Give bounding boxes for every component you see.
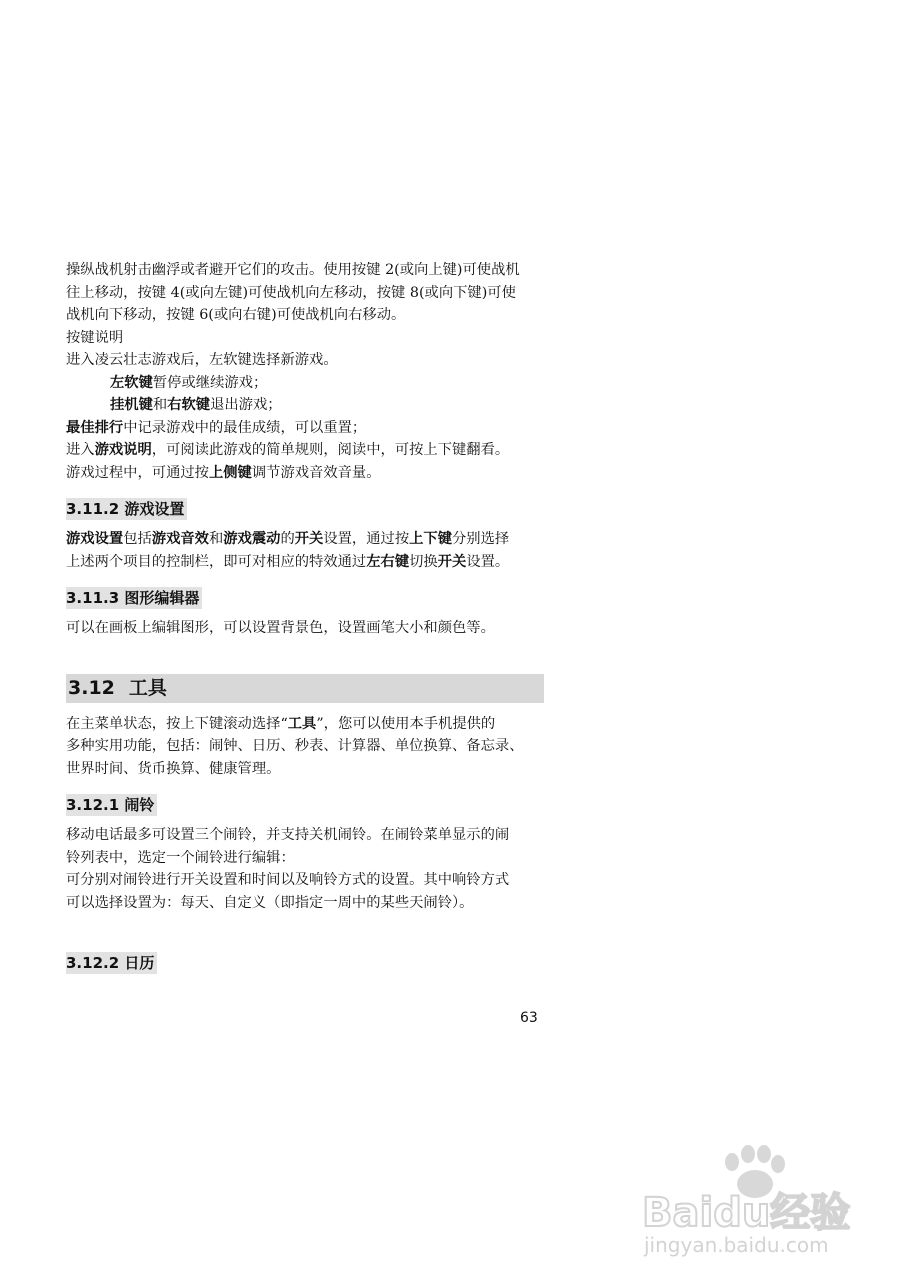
bold-term: 开关: [294, 531, 324, 547]
paragraph: 战机向下移动，按键 6(或向右键)可使战机向右移动。: [66, 307, 406, 323]
section-heading-3-12: [66, 674, 544, 703]
text-run: 的: [280, 531, 295, 547]
page-number: 63: [520, 1010, 538, 1026]
text-run: 退出游戏；: [210, 397, 282, 413]
paragraph: 往上移动，按键 4(或向左键)可使战机向左移动，按键 8(或向下键)可使: [66, 284, 516, 301]
paragraph: 多种实用功能，包括：闹钟、日历、秒表、计算器、单位换算、备忘录、: [66, 738, 524, 754]
paragraph: 可分别对闹铃进行开关设置和时间以及响铃方式的设置。其中响铃方式: [66, 872, 510, 888]
bold-term: 挂机键: [110, 397, 153, 413]
keys-title: 按键说明: [66, 329, 124, 346]
text-run: ”，您可以使用本手机提供的: [316, 715, 496, 732]
paragraph: 铃列表中，选定一个闹铃进行编辑：: [66, 849, 295, 866]
bold-term: 游戏音效: [151, 531, 209, 547]
text-run: 切换: [409, 553, 438, 570]
paragraph: 可以在画板上编辑图形，可以设置背景色，设置画笔大小和颜色等。: [66, 620, 495, 636]
paragraph: [66, 417, 544, 440]
bold-term: 开关: [437, 553, 467, 570]
text-run: 暂停或继续游戏；: [152, 374, 268, 391]
bold-term: 右软键: [167, 397, 211, 413]
heading: 3.11.2 游戏设置: [66, 498, 187, 520]
bold-term: 游戏震动: [223, 531, 281, 547]
paragraph: 移动电话最多可设置三个闹铃，并支持关机闹铃。在闹铃菜单显示的闹: [66, 827, 510, 843]
paragraph: 可以选择设置为：每天、自定义（即指定一周中的某些天闹铃）。: [66, 894, 474, 911]
bold-term: 左软键: [110, 374, 153, 391]
text-run: 分别选择: [452, 531, 510, 547]
text-run: 进入: [66, 442, 95, 458]
heading: 3.11.3 图形编辑器: [66, 587, 202, 609]
text-run: 游戏过程中，可通过按: [66, 464, 209, 481]
page-content: [66, 259, 544, 982]
section-title: 工具: [128, 676, 167, 699]
watermark-url: jingyan.baidu.com: [644, 1233, 829, 1257]
section-heading-3-11-3: [66, 587, 544, 609]
bold-term: 工具: [287, 715, 317, 732]
text-run: 和: [152, 397, 168, 413]
section-heading-3-12-2: [66, 952, 544, 974]
paragraph: 世界时间、货币换算、健康管理。: [66, 760, 281, 777]
text-run: ，可阅读此游戏的简单规则，阅读中，可按上下键翻看。: [151, 442, 510, 458]
bold-term: 游戏设置: [66, 531, 124, 547]
text-run: 中记录游戏中的最佳成绩，可以重置；: [123, 419, 367, 436]
heading: 3.12.2 日历: [66, 952, 157, 974]
bold-term: 最佳排行: [66, 419, 124, 436]
text-run: 和: [208, 531, 224, 547]
text-run: 设置。: [466, 553, 510, 570]
paragraph: [66, 528, 544, 551]
paragraph: [66, 713, 544, 736]
text-run: 在主菜单状态，按上下键滚动选择“: [66, 715, 288, 732]
text-run: 上述两个项目的控制栏，即可对相应的特效通过: [66, 553, 367, 570]
paragraph: [66, 394, 544, 417]
paragraph: [66, 551, 544, 574]
paragraph: [66, 439, 544, 462]
text-run: 设置，通过按: [323, 531, 410, 547]
bold-term: 游戏说明: [94, 442, 152, 458]
bold-term: 左右键: [366, 553, 410, 570]
watermark-brand: Baidu经验: [642, 1190, 851, 1236]
section-heading-3-11-2: [66, 498, 544, 520]
text-run: 调节游戏音效音量。: [251, 464, 381, 481]
text-run: 包括: [123, 531, 152, 547]
baidu-jingyan-watermark: [640, 1140, 870, 1260]
section-number: 3.12: [68, 676, 115, 699]
section-heading-3-12-1: [66, 794, 544, 816]
paragraph: 操纵战机射击幽浮或者避开它们的攻击。使用按键 2(或向上键)可使战机: [66, 262, 520, 278]
paragraph: 进入凌云壮志游戏后，左软键选择新游戏。: [66, 352, 338, 368]
heading: 3.12.1 闹铃: [66, 794, 157, 816]
bold-term: 上下键: [409, 531, 453, 547]
bold-term: 上侧键: [208, 464, 252, 481]
paragraph: [66, 372, 544, 395]
paragraph: [66, 462, 544, 485]
